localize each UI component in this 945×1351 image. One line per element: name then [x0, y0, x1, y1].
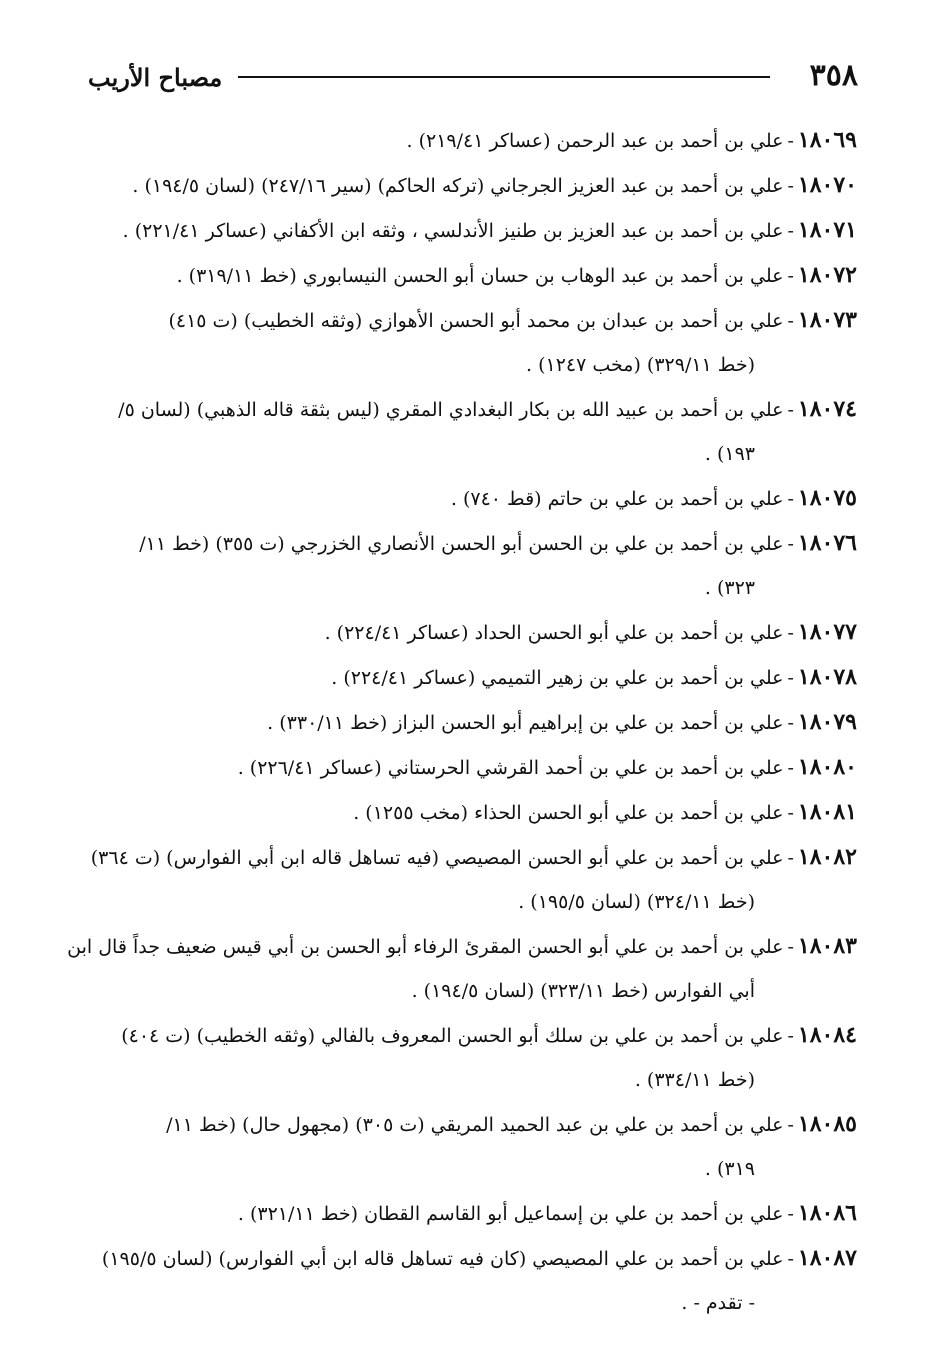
entry-continuation: ٣١٩) .: [704, 1158, 755, 1180]
entry-dash: -: [787, 667, 794, 689]
entry-number: ١٨٠٨٤: [797, 1022, 857, 1048]
entry: [87, 1102, 857, 1191]
entry-text: علي بن أحمد بن علي أبو الحسن الحذاء (مخب ١٢٥٥) .: [353, 802, 784, 824]
entry-text: علي بن أحمد بن علي أبو الحسن المصيصي (فيه تساهل قاله ابن أبي الفوارس) (ت ٣٦٤): [90, 847, 784, 869]
entry-number: ١٨٠٧٠: [797, 172, 857, 198]
entry-dash: -: [787, 130, 794, 152]
entry-number: ١٨٠٨٦: [797, 1200, 857, 1226]
entry-dash: -: [787, 533, 794, 555]
entry-continuation: (خط ٣٣٤/١١) .: [634, 1069, 755, 1091]
entry: [87, 790, 857, 835]
entry-number: ١٨٠٧٦: [797, 530, 857, 556]
entry-dash: -: [787, 802, 794, 824]
entry: [87, 521, 857, 610]
entry-text: علي بن أحمد بن عبد العزيز بن طنيز الأندلسي ، وثقه ابن الأكفاني (عساكر ٢٢١/٤١) .: [122, 220, 784, 242]
entry-text: علي بن أحمد بن علي بن عبد الحميد المريقي (ت ٣٠٥) (مجهول حال) (خط ١١/: [166, 1114, 784, 1136]
entry-number: ١٨٠٧٣: [797, 307, 857, 333]
entry: [87, 745, 857, 790]
entry-dash: -: [787, 1114, 794, 1136]
entry: [87, 610, 857, 655]
entry-text: علي بن أحمد بن عبد الرحمن (عساكر ٢١٩/٤١) .: [406, 130, 784, 152]
entry: [87, 835, 857, 924]
entry: [87, 1236, 857, 1325]
entry-text: علي بن أحمد بن علي بن أحمد القرشي الحرستاني (عساكر ٢٢٦/٤١) .: [237, 757, 784, 779]
entries-list: [67, 118, 857, 1325]
entry-number: ١٨٠٧١: [797, 217, 857, 243]
entry-text: علي بن أحمد بن علي أبو الحسن المقرئ الرفاء أبو الحسن بن أبي قيس ضعيف جداً قال ابن: [67, 936, 784, 958]
entry-text: علي بن أحمد بن علي بن إبراهيم أبو الحسن البزاز (خط ٣٣٠/١١) .: [267, 712, 784, 734]
entry-dash: -: [787, 622, 794, 644]
entry-dash: -: [787, 936, 794, 958]
entry-text: علي بن أحمد بن علي بن زهير التميمي (عساكر ٢٢٤/٤١) .: [331, 667, 784, 689]
entry-number: ١٨٠٨٧: [797, 1245, 857, 1271]
entry-dash: -: [787, 220, 794, 242]
entry-continuation: (خط ٣٢٩/١١) (مخب ١٢٤٧) .: [525, 354, 755, 376]
entry-continuation: أبي الفوارس (خط ٣٢٣/١١) (لسان ١٩٤/٥) .: [411, 980, 755, 1002]
entry-dash: -: [787, 712, 794, 734]
entry-text: علي بن أحمد بن علي المصيصي (كان فيه تساهل قاله ابن أبي الفوارس) (لسان ١٩٥/٥): [101, 1248, 784, 1270]
entry: [87, 1013, 857, 1102]
entry-dash: -: [787, 757, 794, 779]
entry: [67, 924, 857, 1013]
book-title: مصباح الأريب: [88, 63, 223, 92]
entry-text: علي بن أحمد بن عبد الوهاب بن حسان أبو الحسن النيسابوري (خط ٣١٩/١١) .: [176, 265, 784, 287]
entry-continuation: (خط ٣٢٤/١١) (لسان ١٩٥/٥) .: [518, 891, 755, 913]
entry-number: ١٨٠٧٩: [797, 709, 857, 735]
entry-number: ١٨٠٧٨: [797, 664, 857, 690]
entry: [87, 118, 857, 163]
header-rule: [238, 76, 770, 78]
entry-text: علي بن أحمد بن علي بن سلك أبو الحسن المعروف بالفالي (وثقه الخطيب) (ت ٤٠٤): [121, 1025, 784, 1047]
entry: [87, 253, 857, 298]
entry-dash: -: [787, 1025, 794, 1047]
entry-number: ١٨٠٨٣: [797, 933, 857, 959]
page-number: ٣٥٨: [809, 58, 858, 93]
entry: [87, 700, 857, 745]
entry-text: علي بن أحمد بن علي بن حاتم (قط ٧٤٠) .: [450, 488, 784, 510]
entry-continuation: ١٩٣) .: [704, 443, 755, 465]
entry-number: ١٨٠٨٥: [797, 1111, 857, 1137]
entry-number: ١٨٠٨٢: [797, 844, 857, 870]
entry-text: علي بن أحمد بن عبدان بن محمد أبو الحسن الأهوازي (وثقه الخطيب) (ت ٤١٥): [168, 310, 784, 332]
entry-number: ١٨٠٧٧: [797, 619, 857, 645]
entry-continuation: - تقدم - .: [681, 1292, 755, 1314]
entry: [87, 655, 857, 700]
entry: [87, 163, 857, 208]
entry: [87, 298, 857, 387]
entry: [87, 387, 857, 476]
entry-number: ١٨٠٧٢: [797, 262, 857, 288]
entry-dash: -: [787, 1203, 794, 1225]
entry-dash: -: [787, 175, 794, 197]
entry-continuation: ٣٢٣) .: [704, 577, 755, 599]
entry-text: علي بن أحمد بن عبيد الله بن بكار البغدادي المقري (ليس بثقة قاله الذهبي) (لسان ٥/: [118, 399, 784, 421]
entry-text: علي بن أحمد بن علي بن إسماعيل أبو القاسم القطان (خط ٣٢١/١١) .: [237, 1203, 784, 1225]
entry-dash: -: [787, 1248, 794, 1270]
entry-dash: -: [787, 488, 794, 510]
entry-number: ١٨٠٨١: [797, 799, 857, 825]
entry-text: علي بن أحمد بن علي أبو الحسن الحداد (عساكر ٢٢٤/٤١) .: [324, 622, 784, 644]
entry-text: علي بن أحمد بن عبد العزيز الجرجاني (تركه الحاكم) (سير ٢٤٧/١٦) (لسان ١٩٤/٥) .: [132, 175, 784, 197]
entry: [87, 476, 857, 521]
entry-number: ١٨٠٦٩: [797, 127, 857, 153]
entry-dash: -: [787, 399, 794, 421]
entry: [87, 1191, 857, 1236]
entry-number: ١٨٠٧٤: [797, 396, 857, 422]
page-header: [88, 56, 858, 96]
entry-text: علي بن أحمد بن علي بن الحسن أبو الحسن الأنصاري الخزرجي (ت ٣٥٥) (خط ١١/: [139, 533, 784, 555]
entry-number: ١٨٠٧٥: [797, 485, 857, 511]
entry-number: ١٨٠٨٠: [797, 754, 857, 780]
entry-dash: -: [787, 265, 794, 287]
entry-dash: -: [787, 310, 794, 332]
entry-dash: -: [787, 847, 794, 869]
entry: [87, 208, 857, 253]
